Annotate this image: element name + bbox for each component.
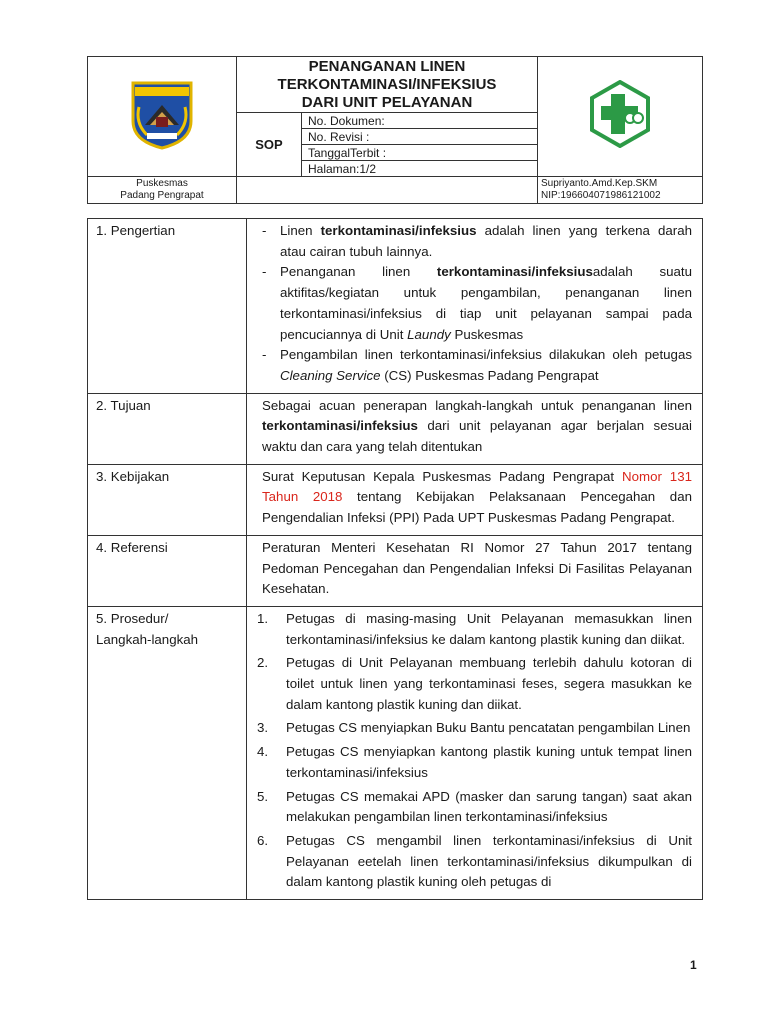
section-content: Surat Keputusan Kepala Puskesmas Padang Pengrapat Nomor 131 Tahun 2018 tentang Kebijakan Pelaksanaan Pencegahan dan Pengendalian Infeksi (PPI) Pada UPT Puskesmas Padang Pengrapat. <box>247 464 703 535</box>
section-content <box>247 606 703 899</box>
section-label: 1. Pengertian <box>88 219 247 394</box>
section-content: Peraturan Menteri Kesehatan RI Nomor 27 Tahun 2017 tentang Pedoman Pencegahan dan Pengendalian Infeksi Di Fasilitas Pelayanan Kesehatan. <box>247 535 703 606</box>
section-referensi <box>88 535 703 606</box>
title-line-3: DARI UNIT PELAYANAN <box>301 93 473 111</box>
revision-number: No. Revisi : <box>302 129 538 145</box>
section-label: 2. Tujuan <box>88 393 247 464</box>
signer-name: Supriyanto.Amd.Kep.SKM <box>541 178 658 189</box>
sop-label: SOP <box>237 113 302 177</box>
section-content: Sebagai acuan penerapan langkah-langkah untuk penanganan linen terkontaminasi/infeksius dari unit pelayanan agar berjalan sesuai waktu dan cara yang telah ditentukan <box>247 393 703 464</box>
procedure-step: 4. Petugas CS menyiapkan kantong plastik kuning untuk tempat linen terkontaminasi/infeksius <box>257 744 692 780</box>
section-prosedur <box>88 606 703 899</box>
section-pengertian <box>88 219 703 394</box>
puskesmas-logo-icon <box>586 80 654 148</box>
signer-nip: NIP:196604071986121002 <box>541 190 661 201</box>
section-content <box>247 219 703 394</box>
title-line-1: PENANGANAN LINEN <box>308 57 466 75</box>
blank-footer-cell <box>237 177 538 204</box>
organization-name <box>88 177 237 204</box>
sop-content-table <box>87 218 703 900</box>
bullet-item: - Linen terkontaminasi/infeksius adalah linen yang terkena darah atau cairan tubuh lainnya. <box>262 223 692 259</box>
section-tujuan <box>88 393 703 464</box>
document-title <box>237 57 538 113</box>
regional-emblem-icon <box>125 77 199 151</box>
procedure-step: 6. Petugas CS mengambil linen terkontaminasi/infeksius di Unit Pelayanan eetelah linen terkontaminasi/infeksius dikumpulkan di dalam kantong plastik kuning oleh petugas di <box>257 832 692 890</box>
bullet-item: - Penanganan linen terkontaminasi/infeksiusadalah suatu aktifitas/kegiatan untuk pengambilan, penanganan linen terkontaminasi/infeksius di tiap unit pelayanan sampai pada pencuciannya di Unit Laundy Puskesmas <box>262 264 692 342</box>
regional-emblem-cell <box>88 57 237 177</box>
bullet-item: - Pengambilan linen terkontaminasi/infeksius dilakukan oleh petugas Cleaning Service (CS) Puskesmas Padang Pengrapat <box>262 347 692 383</box>
section-label: 3. Kebijakan <box>88 464 247 535</box>
section-kebijakan <box>88 464 703 535</box>
sop-header-table <box>87 56 703 204</box>
org-line-2: Padang Pengrapat <box>120 190 204 201</box>
procedure-step: 1. Petugas di masing-masing Unit Pelayanan memasukkan linen terkontaminasi/infeksius ke dalam kantong plastik kuning dan diikat. <box>257 610 692 647</box>
page-indicator: Halaman:1/2 <box>302 161 538 177</box>
procedure-step: 5. Petugas CS memakai APD (masker dan sarung tangan) saat akan melakukan pengambilan linen terkontaminasi/infeksius <box>257 788 692 825</box>
section-label: 5. Prosedur/ Langkah-langkah <box>88 606 247 899</box>
page-number: 1 <box>690 958 697 972</box>
section-label: 4. Referensi <box>88 535 247 606</box>
org-line-1: Puskesmas <box>136 178 188 189</box>
signer-info <box>538 177 703 204</box>
procedure-step: 2. Petugas di Unit Pelayanan membuang terlebih dahulu kotoran di toilet untuk linen yang terkontaminasi feses, segera masukkan ke dalam kantong plastik kuning dan diikat. <box>257 655 692 712</box>
puskesmas-logo-cell <box>538 57 703 177</box>
issue-date: TanggalTerbit : <box>302 145 538 161</box>
title-line-2: TERKONTAMINASI/INFEKSIUS <box>277 75 497 93</box>
procedure-step: 3. Petugas CS menyiapkan Buku Bantu pencatatan pengambilan Linen <box>257 720 691 736</box>
doc-number: No. Dokumen: <box>302 113 538 129</box>
